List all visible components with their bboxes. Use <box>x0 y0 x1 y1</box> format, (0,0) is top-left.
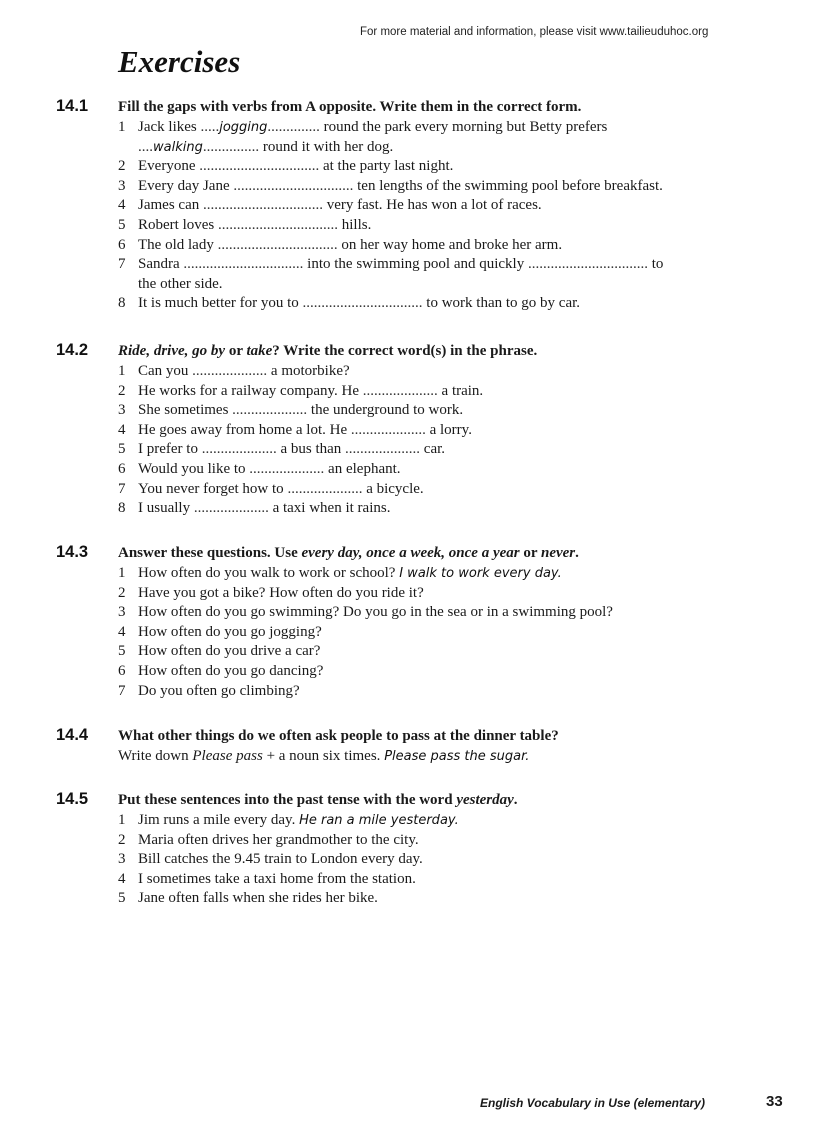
instruction-text: . <box>575 545 579 561</box>
item-text: a bus than <box>276 441 346 458</box>
item-text: Would you like to <box>138 460 250 477</box>
item-number: 2 <box>118 158 126 175</box>
list-item <box>118 642 798 662</box>
item-text: I usually <box>138 500 194 517</box>
item-text: How often do you drive a car? <box>138 643 321 660</box>
exercise-number: 14.5 <box>56 790 89 808</box>
item-text: How often do you walk to work or school? <box>138 565 400 581</box>
instruction-text: ? Write the correct word(s) in the phrase. <box>272 343 538 359</box>
item-text: Bill catches the 9.45 train to London every day. <box>138 851 423 868</box>
item-number: 3 <box>118 604 126 621</box>
item-number: 4 <box>118 623 126 640</box>
list-item <box>118 421 798 441</box>
page-number: 33 <box>766 1093 783 1110</box>
exercise-instruction: Fill the gaps with verbs from A opposite. Write them in the correct form. <box>118 99 582 115</box>
instruction-italic: Ride, drive, go by <box>118 343 226 359</box>
list-item <box>118 480 798 500</box>
item-number: 5 <box>118 890 126 907</box>
item-text: How often do you go dancing? <box>138 662 324 679</box>
gap-dots: .................... <box>232 402 308 419</box>
list-item <box>118 382 798 402</box>
list-item <box>118 177 798 197</box>
item-text: I prefer to <box>138 441 202 458</box>
instruction-italic: take <box>246 343 273 359</box>
gap-dots: .................... <box>350 421 426 438</box>
instruction-italic: yesterday <box>456 792 514 808</box>
item-text: Jim runs a mile every day. <box>138 812 300 828</box>
item-number: 8 <box>118 295 126 312</box>
gap-dots: ................................ <box>527 256 648 273</box>
item-text: He works for a railway company. He <box>138 382 363 399</box>
exercise-number: 14.3 <box>56 543 89 561</box>
exercise-items <box>118 747 798 767</box>
list-item <box>118 138 798 158</box>
gap-dots: .................... <box>362 382 438 399</box>
list-item <box>118 564 798 584</box>
item-text: round the park every morning but Betty prefers <box>319 119 608 135</box>
item-number: 7 <box>118 256 126 273</box>
instruction-text: or <box>225 343 247 359</box>
list-item <box>118 850 798 870</box>
list-item <box>118 889 798 909</box>
gap-dots: ............... <box>202 138 260 155</box>
item-number: 3 <box>118 851 126 868</box>
instruction-italic: never <box>540 545 576 561</box>
item-number: 1 <box>118 119 126 135</box>
list-item <box>118 118 798 138</box>
footer-book-title: English Vocabulary in Use (elementary) <box>480 1096 705 1110</box>
item-text: You never forget how to <box>138 480 288 497</box>
list-item <box>118 682 798 702</box>
item-italic: Please pass <box>192 748 263 764</box>
item-number: 3 <box>118 177 126 194</box>
item-text: + a noun six times. <box>262 748 385 764</box>
item-text: He goes away from home a lot. He <box>138 421 351 438</box>
list-item <box>118 460 798 480</box>
item-text: Can you <box>138 363 193 379</box>
gap-dots: ................................ <box>302 295 423 312</box>
item-text: car. <box>420 441 446 458</box>
exercise-instruction <box>118 342 788 362</box>
item-text: Have you got a bike? How often do you ride it? <box>138 584 424 601</box>
exercise-number: 14.2 <box>56 341 89 359</box>
list-item <box>118 623 798 643</box>
list-item <box>118 196 798 216</box>
list-item <box>118 294 798 314</box>
gap-dots: .................... <box>192 363 268 379</box>
item-text: round it with her dog. <box>259 138 394 155</box>
item-number: 2 <box>118 584 126 601</box>
item-text: to work than to go by car. <box>422 295 581 312</box>
gap-dots: ................................ <box>233 177 354 194</box>
item-text: Write down <box>118 748 193 764</box>
item-text: very fast. He has won a lot of races. <box>322 197 542 214</box>
item-number: 4 <box>118 197 126 214</box>
item-text: I sometimes take a taxi home from the station. <box>138 870 416 887</box>
list-item <box>118 236 798 256</box>
item-text: Maria often drives her grandmother to the city. <box>138 831 419 848</box>
gap-dots: ................................ <box>202 197 323 214</box>
item-number: 7 <box>118 682 126 699</box>
item-text: on her way home and broke her arm. <box>337 236 563 253</box>
instruction-text: or <box>519 545 541 561</box>
item-text: the underground to work. <box>307 402 464 419</box>
instruction-text: Answer these questions. Use <box>118 545 302 561</box>
list-item <box>118 275 798 295</box>
item-text: It is much better for you to <box>138 295 303 312</box>
item-text: Do you often go climbing? <box>138 682 300 699</box>
item-text: Sandra <box>138 256 184 273</box>
item-text: Everyone <box>138 158 200 175</box>
gap-dots: .................... <box>345 441 421 458</box>
list-item <box>118 362 798 382</box>
list-item <box>118 255 798 275</box>
item-text: Robert loves <box>138 216 218 233</box>
list-item <box>118 440 798 460</box>
list-item <box>118 811 798 831</box>
handwritten-answer: He ran a mile yesterday. <box>299 813 459 828</box>
page-title: Exercises <box>118 44 241 79</box>
exercise-instruction <box>118 791 788 811</box>
handwritten-answer: walking <box>153 139 203 155</box>
exercise-items <box>118 564 798 701</box>
item-text: How often do you go swimming? Do you go in the sea or in a swimming pool? <box>138 604 613 621</box>
item-number: 4 <box>118 421 126 438</box>
item-text: a lorry. <box>425 421 472 438</box>
gap-dots: ................................ <box>217 236 338 253</box>
list-item <box>118 603 798 623</box>
instruction-italic: every day, once a week, once a year <box>301 545 520 561</box>
gap-dots: .................... <box>249 460 325 477</box>
item-text: to <box>647 256 664 273</box>
list-item <box>118 870 798 890</box>
item-text: Every day Jane <box>138 177 234 194</box>
item-number: 7 <box>118 480 126 497</box>
item-text: How often do you go jogging? <box>138 623 322 640</box>
item-number: 1 <box>118 363 126 379</box>
item-text: an elephant. <box>324 460 401 477</box>
item-text: a bicycle. <box>362 480 424 497</box>
item-number: 1 <box>118 812 126 828</box>
item-number: 5 <box>118 643 126 660</box>
item-number: 3 <box>118 402 126 419</box>
item-text: hills. <box>338 216 372 233</box>
exercise-number: 14.1 <box>56 97 89 115</box>
gap-dots: .................... <box>201 441 277 458</box>
exercise-items <box>118 118 798 314</box>
gap-dots: .............. <box>267 119 320 135</box>
exercise-items <box>118 362 798 519</box>
item-number: 1 <box>118 565 126 581</box>
exercise-items <box>118 811 798 909</box>
item-number: 8 <box>118 500 126 517</box>
item-text: She sometimes <box>138 402 233 419</box>
item-number: 6 <box>118 662 126 679</box>
item-number: 6 <box>118 236 126 253</box>
item-number: 6 <box>118 460 126 477</box>
list-item <box>118 157 798 177</box>
exercise-instruction: What other things do we often ask people to pass at the dinner table? <box>118 728 559 744</box>
item-text: at the party last night. <box>319 158 454 175</box>
list-item <box>118 662 798 682</box>
item-text: the other side. <box>138 275 223 292</box>
list-item <box>118 216 798 236</box>
gap-dots: ................................ <box>183 256 304 273</box>
gap-dots: .... <box>138 138 153 155</box>
list-item <box>118 401 798 421</box>
handwritten-answer: I walk to work every day. <box>399 566 562 581</box>
exercise-number: 14.4 <box>56 726 89 744</box>
item-number: 5 <box>118 441 126 458</box>
list-item <box>118 499 798 519</box>
instruction-line <box>118 747 798 767</box>
handwritten-answer: jogging <box>219 120 268 135</box>
header-note: For more material and information, please visit www.tailieuduhoc.org <box>360 26 709 38</box>
item-number: 2 <box>118 382 126 399</box>
list-item <box>118 584 798 604</box>
item-number: 2 <box>118 831 126 848</box>
item-text: Jack likes <box>138 119 201 135</box>
gap-dots: ................................ <box>199 158 320 175</box>
list-item <box>118 831 798 851</box>
item-text: a motorbike? <box>267 363 350 379</box>
gap-dots: .................... <box>193 500 269 517</box>
item-number: 5 <box>118 216 126 233</box>
item-text: The old lady <box>138 236 218 253</box>
item-text: a train. <box>437 382 484 399</box>
item-text: Jane often falls when she rides her bike. <box>138 890 378 907</box>
item-text: ten lengths of the swimming pool before breakfast. <box>353 177 663 194</box>
gap-dots: ..... <box>200 119 220 135</box>
item-text: a taxi when it rains. <box>268 500 391 517</box>
gap-dots: ................................ <box>218 216 338 233</box>
handwritten-answer: Please pass the sugar. <box>384 749 530 764</box>
exercise-instruction <box>118 544 788 564</box>
gap-dots: .................... <box>287 480 363 497</box>
item-number: 4 <box>118 870 126 887</box>
instruction-text: . <box>513 792 518 808</box>
item-text: James can <box>138 197 203 214</box>
instruction-text: Put these sentences into the past tense with the word <box>118 792 457 808</box>
item-text: into the swimming pool and quickly <box>303 256 528 273</box>
